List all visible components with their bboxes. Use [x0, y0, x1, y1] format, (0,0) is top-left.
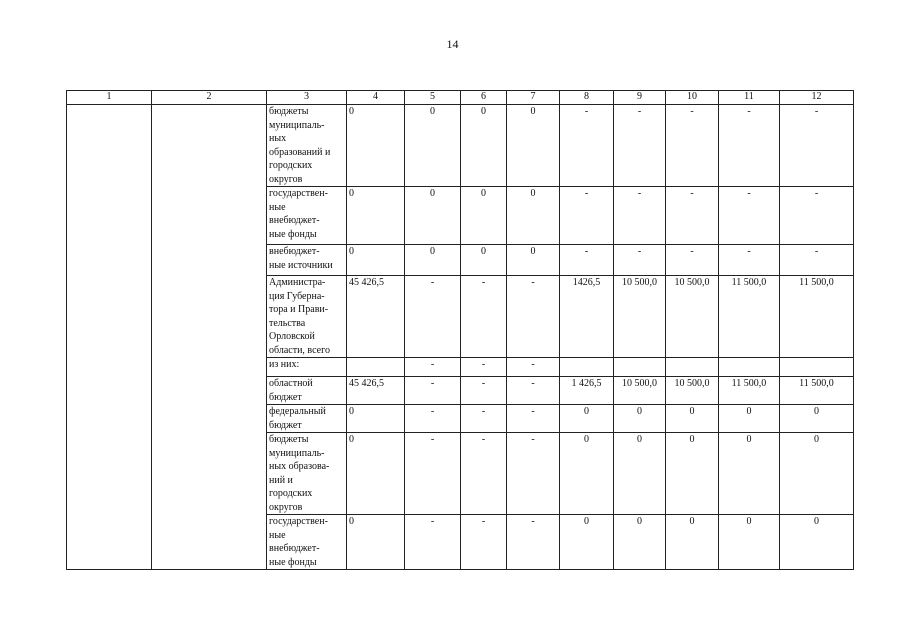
row-label-line: бюджет	[269, 419, 302, 431]
value-cell-col-7: 0	[507, 245, 560, 276]
header-cell: 11	[719, 91, 780, 105]
header-cell: 12	[780, 91, 854, 105]
value-cell-col-11: -	[719, 105, 780, 187]
row-label	[267, 515, 347, 570]
row-label-line: внебюджет-	[269, 543, 320, 554]
value-cell-col-9: 0	[614, 433, 666, 515]
header-cell: 4	[347, 91, 405, 105]
value-cell-col-8: 0	[560, 433, 614, 515]
value-cell-col-5: -	[405, 377, 461, 405]
row-label-line: округов	[269, 173, 303, 185]
row-label-line: ция Губерна-	[269, 290, 325, 302]
header-cell: 6	[461, 91, 507, 105]
row-label-line: муниципаль-	[269, 119, 325, 131]
header-cell: 2	[152, 91, 267, 105]
value-cell-col-6: 0	[461, 245, 507, 276]
header-cell: 7	[507, 91, 560, 105]
row-label-line: тора и Прави-	[269, 304, 329, 315]
value-cell-col-9: 0	[614, 515, 666, 570]
value-cell-col-4: 45 426,5	[347, 276, 405, 358]
value-cell-col-6: -	[461, 276, 507, 358]
value-cell-col-9	[614, 358, 666, 377]
value-cell-col-12: 0	[780, 405, 854, 433]
row-label	[267, 358, 347, 377]
value-cell-col-4: 0	[347, 405, 405, 433]
value-cell-col-10: 0	[666, 405, 719, 433]
row-label-line: ных образова-	[269, 461, 330, 472]
row-label-line: муниципаль-	[269, 447, 325, 459]
row-label	[267, 433, 347, 515]
value-cell-col-6: -	[461, 358, 507, 377]
value-cell-col-12	[780, 358, 854, 377]
value-cell-col-10: -	[666, 245, 719, 276]
value-cell-col-9: 10 500,0	[614, 276, 666, 358]
header-cell: 9	[614, 91, 666, 105]
value-cell-col-6: -	[461, 405, 507, 433]
value-cell-col-7: -	[507, 405, 560, 433]
header-cell: 1	[67, 91, 152, 105]
row-label	[267, 105, 347, 187]
value-cell-col-12: 11 500,0	[780, 377, 854, 405]
row-label	[267, 405, 347, 433]
row-label	[267, 377, 347, 405]
value-cell-col-6: 0	[461, 187, 507, 245]
row-label-line: внебюджет-	[269, 215, 320, 226]
row-label-line: государствен-	[269, 188, 328, 199]
value-cell-col-10: 10 500,0	[666, 276, 719, 358]
value-cell-col-8: 0	[560, 405, 614, 433]
value-cell-col-4	[347, 358, 405, 377]
row-label-line: Орловской	[269, 331, 315, 342]
value-cell-col-11: 11 500,0	[719, 276, 780, 358]
value-cell-col-4: 0	[347, 105, 405, 187]
col-1-cell	[67, 105, 152, 570]
value-cell-col-10: -	[666, 187, 719, 245]
value-cell-col-9: 10 500,0	[614, 377, 666, 405]
value-cell-col-4: 0	[347, 433, 405, 515]
row-label-line: области, всего	[269, 344, 330, 356]
value-cell-col-8: 1 426,5	[560, 377, 614, 405]
header-cell: 8	[560, 91, 614, 105]
value-cell-col-11: 11 500,0	[719, 377, 780, 405]
value-cell-col-9: -	[614, 245, 666, 276]
row-label-line: государствен-	[269, 516, 328, 527]
row-label	[267, 187, 347, 245]
value-cell-col-8	[560, 358, 614, 377]
row-label-line: ные	[269, 529, 286, 541]
row-label	[267, 245, 347, 276]
value-cell-col-10: -	[666, 105, 719, 187]
value-cell-col-11: 0	[719, 515, 780, 570]
row-label-line: образований и	[269, 146, 331, 158]
row-label-line: Администра-	[269, 277, 326, 288]
value-cell-col-6: -	[461, 433, 507, 515]
page-number: 14	[446, 37, 459, 51]
row-label	[267, 276, 347, 358]
value-cell-col-5: 0	[405, 245, 461, 276]
value-cell-col-6: -	[461, 377, 507, 405]
row-label-line: из них:	[269, 359, 300, 370]
row-label-line: округов	[269, 501, 303, 513]
row-label-line: городских	[269, 160, 313, 171]
row-label-line: ных	[269, 133, 287, 144]
value-cell-col-7: -	[507, 276, 560, 358]
value-cell-col-4: 0	[347, 245, 405, 276]
row-label-line: городских	[269, 488, 313, 499]
row-label-line: ные фонды	[269, 228, 317, 240]
row-label-line: тельства	[269, 317, 306, 329]
value-cell-col-8: -	[560, 245, 614, 276]
value-cell-col-5: 0	[405, 105, 461, 187]
value-cell-col-5: -	[405, 358, 461, 377]
row-label-line: областной	[269, 378, 313, 389]
value-cell-col-8: 0	[560, 515, 614, 570]
budget-table	[66, 90, 854, 570]
value-cell-col-11: -	[719, 187, 780, 245]
value-cell-col-7: 0	[507, 105, 560, 187]
value-cell-col-12: 0	[780, 433, 854, 515]
row-label-line: бюджет	[269, 391, 302, 403]
value-cell-col-7: -	[507, 377, 560, 405]
row-label-line: ний и	[269, 474, 293, 486]
table-row	[67, 105, 854, 187]
value-cell-col-10: 0	[666, 515, 719, 570]
value-cell-col-4: 0	[347, 515, 405, 570]
value-cell-col-4: 0	[347, 187, 405, 245]
value-cell-col-9: 0	[614, 405, 666, 433]
header-cell: 3	[267, 91, 347, 105]
value-cell-col-6: -	[461, 515, 507, 570]
value-cell-col-7: -	[507, 433, 560, 515]
value-cell-col-7: -	[507, 358, 560, 377]
value-cell-col-12: -	[780, 187, 854, 245]
value-cell-col-11	[719, 358, 780, 377]
row-label-line: ные фонды	[269, 556, 317, 568]
value-cell-col-6: 0	[461, 105, 507, 187]
value-cell-col-11: -	[719, 245, 780, 276]
row-label-line: бюджеты	[269, 106, 309, 117]
col-2-cell	[152, 105, 267, 570]
value-cell-col-11: 0	[719, 405, 780, 433]
row-label-line: федеральный	[269, 406, 326, 417]
value-cell-col-10: 0	[666, 433, 719, 515]
value-cell-col-12: -	[780, 245, 854, 276]
value-cell-col-5: -	[405, 276, 461, 358]
header-row	[67, 91, 854, 105]
value-cell-col-5: -	[405, 515, 461, 570]
value-cell-col-5: -	[405, 405, 461, 433]
row-label-line: бюджеты	[269, 434, 309, 445]
value-cell-col-11: 0	[719, 433, 780, 515]
header-cell: 10	[666, 91, 719, 105]
value-cell-col-5: 0	[405, 187, 461, 245]
value-cell-col-7: -	[507, 515, 560, 570]
value-cell-col-8: 1426,5	[560, 276, 614, 358]
value-cell-col-8: -	[560, 105, 614, 187]
header-cell: 5	[405, 91, 461, 105]
value-cell-col-8: -	[560, 187, 614, 245]
value-cell-col-9: -	[614, 105, 666, 187]
value-cell-col-4: 45 426,5	[347, 377, 405, 405]
value-cell-col-7: 0	[507, 187, 560, 245]
value-cell-col-10: 10 500,0	[666, 377, 719, 405]
value-cell-col-9: -	[614, 187, 666, 245]
value-cell-col-10	[666, 358, 719, 377]
row-label-line: внебюджет-	[269, 246, 320, 257]
row-label-line: ные источники	[269, 259, 333, 271]
value-cell-col-12: -	[780, 105, 854, 187]
row-label-line: ные	[269, 201, 286, 213]
value-cell-col-12: 11 500,0	[780, 276, 854, 358]
value-cell-col-5: -	[405, 433, 461, 515]
value-cell-col-12: 0	[780, 515, 854, 570]
